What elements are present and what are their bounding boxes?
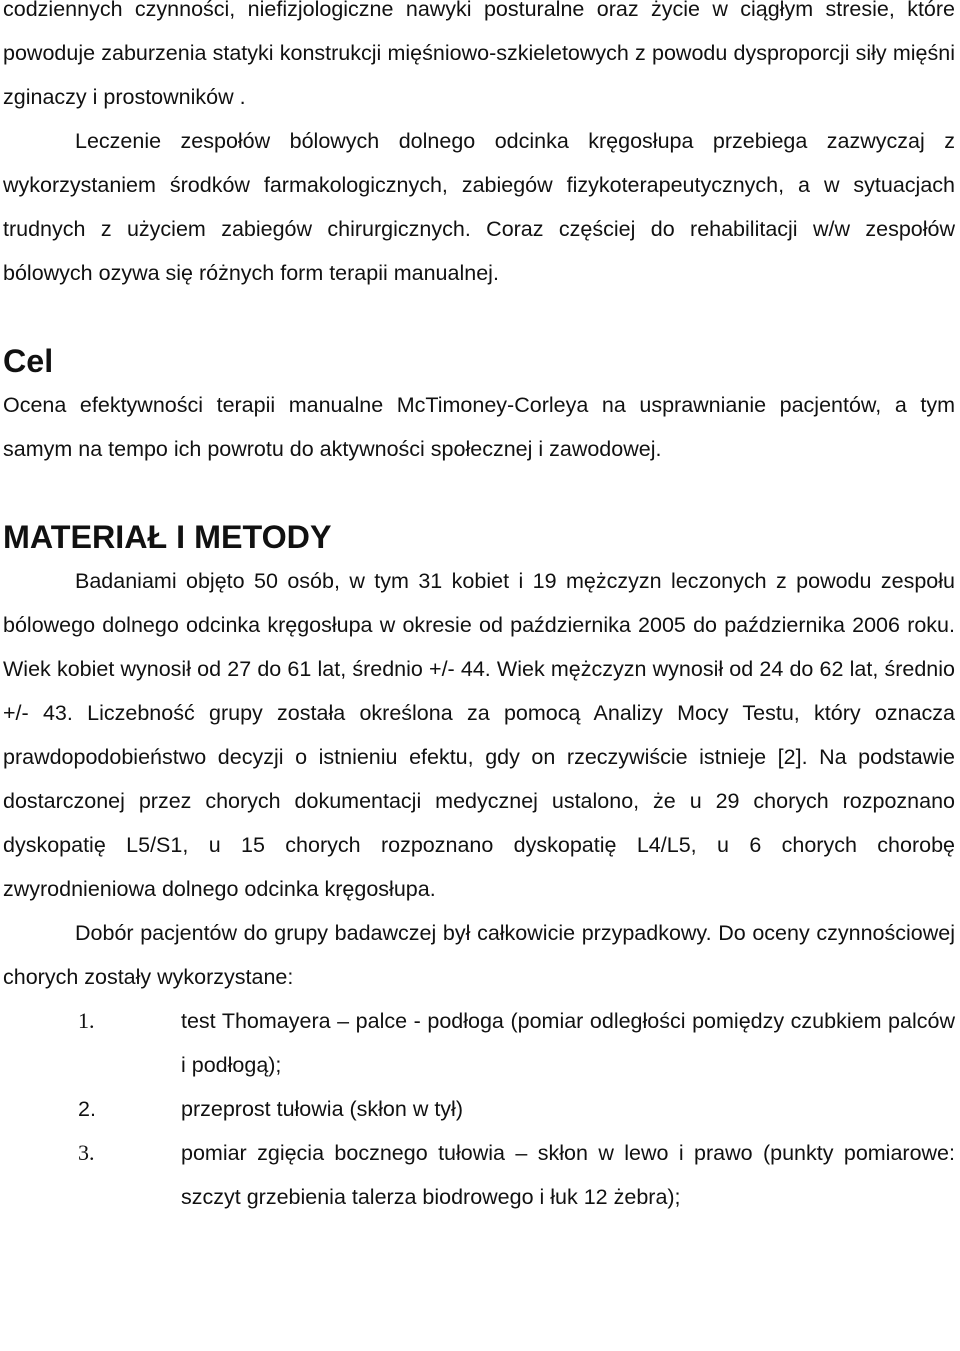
list-item-number: 2. — [78, 1097, 96, 1121]
list-item-text: pomiar zgięcia bocznego tułowia – skłon w lewo i prawo (punkty pomiarowe: szczyt grzebienia talerza biodrowego i łuk 12 żebra); — [181, 1141, 955, 1209]
list-item — [3, 1131, 955, 1219]
methods-paragraph-2: Dobór pacjentów do grupy badawczej był całkowicie przypadkowy. Do oceny czynnościowej chorych zostały wykorzystane: — [3, 921, 955, 989]
treatment-paragraph: Leczenie zespołów bólowych dolnego odcinka kręgosłupa przebiega zazwyczaj z wykorzystaniem środków farmakologicznych, zabiegów fizykoterapeutycznych, a w sytuacjach trudnych z użyciem zabiegów chirurgicznych. Coraz częściej do rehabilitacji w/w zespołów bólowych ozywa się różnych form terapii manualnej. — [3, 129, 955, 285]
cel-paragraph: Ocena efektywności terapii manualne McTimoney-Corleya na usprawnianie pacjentów, a tym samym na tempo ich powrotu do aktywności społecznej i zawodowej. — [3, 393, 955, 461]
methods-heading: MATERIAŁ I METODY — [3, 519, 332, 555]
assessment-list — [3, 999, 955, 1219]
list-item-number: 3. — [78, 1140, 95, 1165]
list-item — [3, 1087, 955, 1131]
list-item-text: test Thomayera – palce - podłoga (pomiar odległości pomiędzy czubkiem palców i podłogą); — [181, 1009, 955, 1077]
methods-paragraph-1: Badaniami objęto 50 osób, w tym 31 kobiet i 19 mężczyzn leczonych z powodu zespołu bólowego dolnego odcinka kręgosłupa w okresie od października 2005 do października 2006 roku. Wiek kobiet wynosił od 27 do 61 lat, średnio +/- 44. Wiek mężczyzn wynosił od 24 do 62 lat, średnio +/- 43. Liczebność grupy została określona za pomocą Analizy Mocy Testu, który oznacza prawdopodobieństwo decyzji o istnieniu efektu, gdy on rzeczywiście istnieje [2]. Na podstawie dostarczonej przez chorych dokumentacji medycznej ustalono, że u 29 chorych rozpoznano dyskopatię L5/S1, u 15 chorych rozpoznano dyskopatię L4/L5, u 6 chorych chorobę zwyrodnieniowa dolnego odcinka kręgosłupa. — [3, 569, 955, 901]
list-item-text: przeprost tułowia (skłon w tył) — [181, 1097, 463, 1121]
list-item — [3, 999, 955, 1087]
cel-heading: Cel — [3, 343, 54, 379]
list-item-number: 1. — [78, 1008, 95, 1033]
intro-continuation-paragraph: codziennych czynności, niefizjologiczne nawyki posturalne oraz życie w ciągłym stresie, które powoduje zaburzenia statyki konstrukcji mięśniowo-szkieletowych z powodu dysproporcji siły mięśni zginaczy i prostowników . — [3, 0, 955, 109]
